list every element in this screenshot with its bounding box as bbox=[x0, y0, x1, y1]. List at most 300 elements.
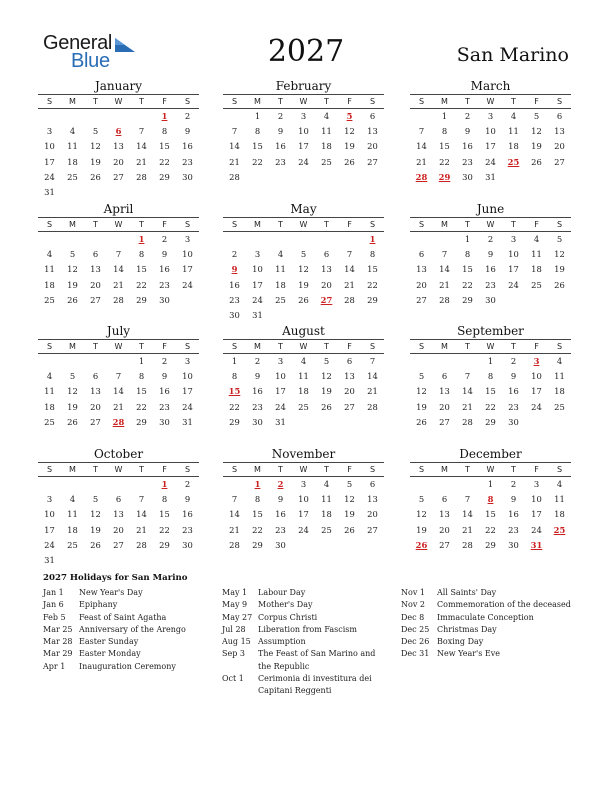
day-cell: 30 bbox=[159, 416, 170, 427]
holiday-date: May 1 bbox=[222, 588, 248, 597]
day-cell: 25 bbox=[531, 279, 542, 290]
day-cell: 6 bbox=[92, 249, 99, 260]
holiday-item bbox=[401, 648, 576, 660]
day-cell: 13 bbox=[113, 141, 124, 152]
day-cell: 13 bbox=[416, 264, 427, 275]
day-cell: 20 bbox=[90, 401, 101, 412]
holiday-date: Jan 6 bbox=[43, 600, 64, 610]
day-cell: 21 bbox=[367, 386, 378, 397]
weekday-label: T bbox=[93, 342, 98, 351]
day-cell: 31 bbox=[485, 171, 496, 182]
day-cell: 4 bbox=[323, 111, 330, 121]
day-cell: 8 bbox=[369, 249, 376, 260]
day-cell: 2 bbox=[277, 111, 284, 121]
month-title: February bbox=[275, 79, 332, 93]
day-cell: 6 bbox=[92, 371, 99, 382]
day-cell: 23 bbox=[182, 524, 193, 535]
weekday-label: S bbox=[231, 97, 238, 106]
day-cell: 15 bbox=[252, 509, 263, 520]
weekday-label: F bbox=[162, 97, 167, 106]
weekday-header bbox=[223, 94, 384, 109]
weekday-label: S bbox=[369, 342, 376, 351]
day-cell: 2 bbox=[184, 111, 191, 121]
day-cell: 10 bbox=[298, 126, 309, 137]
month-title: June bbox=[476, 202, 505, 216]
day-cell: 23 bbox=[275, 524, 286, 535]
holiday-date: Dec 26 bbox=[401, 637, 430, 647]
weekday-label: S bbox=[184, 465, 191, 474]
day-cell: 18 bbox=[275, 279, 286, 290]
month-title: December bbox=[459, 447, 522, 461]
week-row bbox=[223, 247, 384, 262]
holiday-day-cell: 6 bbox=[115, 126, 122, 137]
day-cell: 19 bbox=[67, 401, 78, 412]
day-cell bbox=[525, 415, 548, 430]
day-cell: 12 bbox=[416, 509, 427, 520]
day-cell: 23 bbox=[508, 401, 519, 412]
day-cell bbox=[84, 477, 107, 492]
day-cell bbox=[107, 232, 130, 247]
day-cell: 19 bbox=[344, 141, 355, 152]
day-cell: 27 bbox=[113, 539, 124, 550]
week-row bbox=[410, 492, 571, 507]
day-cell: 13 bbox=[113, 509, 124, 520]
day-cell bbox=[292, 415, 315, 430]
day-cell: 5 bbox=[69, 371, 76, 382]
week-row bbox=[410, 124, 571, 139]
week-row bbox=[223, 492, 384, 507]
day-cell: 4 bbox=[69, 126, 76, 137]
week-row bbox=[38, 109, 199, 124]
day-cell: 18 bbox=[554, 509, 565, 520]
day-cell: 7 bbox=[138, 126, 145, 137]
day-cell: 19 bbox=[416, 401, 427, 412]
day-cell: 14 bbox=[229, 141, 240, 152]
day-cell: 3 bbox=[254, 249, 261, 260]
week-row bbox=[38, 415, 199, 430]
day-cell: 10 bbox=[182, 249, 193, 260]
day-cell: 19 bbox=[554, 264, 565, 275]
day-cell: 9 bbox=[254, 371, 261, 382]
holiday-date: May 27 bbox=[222, 612, 253, 622]
holiday-name: Anniversary of the Arengo bbox=[79, 624, 186, 634]
month-october bbox=[38, 447, 199, 568]
day-cell: 15 bbox=[159, 509, 170, 520]
holiday-day-cell: 25 bbox=[507, 156, 520, 167]
day-cell: 13 bbox=[554, 126, 565, 137]
day-cell bbox=[315, 308, 338, 323]
weekday-header bbox=[223, 217, 384, 232]
day-cell bbox=[176, 293, 199, 308]
day-cell: 13 bbox=[90, 264, 101, 275]
day-cell: 4 bbox=[323, 479, 330, 489]
day-cell: 28 bbox=[439, 294, 450, 305]
day-cell: 18 bbox=[67, 524, 78, 535]
weekday-label: T bbox=[278, 465, 283, 474]
week-row bbox=[38, 384, 199, 399]
week-row bbox=[38, 232, 199, 247]
week-row bbox=[223, 308, 384, 323]
day-cell: 24 bbox=[182, 279, 193, 290]
day-cell: 22 bbox=[252, 156, 263, 167]
day-cell bbox=[548, 293, 571, 308]
day-cell: 12 bbox=[554, 249, 565, 260]
day-cell: 24 bbox=[44, 539, 55, 550]
month-april bbox=[38, 202, 199, 308]
week-row bbox=[410, 247, 571, 262]
weekday-label: S bbox=[556, 342, 563, 351]
day-cell: 24 bbox=[298, 524, 309, 535]
weekday-label: W bbox=[114, 465, 123, 474]
week-row bbox=[223, 507, 384, 522]
day-cell: 21 bbox=[113, 279, 124, 290]
day-cell: 21 bbox=[136, 156, 147, 167]
day-cell: 18 bbox=[531, 264, 542, 275]
weekday-label: T bbox=[93, 465, 98, 474]
day-cell bbox=[130, 477, 153, 492]
day-cell bbox=[84, 232, 107, 247]
day-cell bbox=[525, 293, 548, 308]
day-cell: 3 bbox=[184, 356, 191, 366]
weekday-label: F bbox=[534, 220, 539, 229]
week-row bbox=[410, 293, 571, 308]
day-cell bbox=[269, 232, 292, 247]
holiday-day-cell: 1 bbox=[254, 479, 261, 489]
weekday-label: F bbox=[534, 465, 539, 474]
holiday-date: Dec 31 bbox=[401, 649, 430, 659]
day-cell: 20 bbox=[367, 509, 378, 520]
day-cell: 27 bbox=[113, 171, 124, 182]
weekday-header bbox=[410, 462, 571, 477]
weekday-label: F bbox=[162, 465, 167, 474]
day-cell: 5 bbox=[300, 249, 307, 260]
day-cell: 11 bbox=[67, 141, 78, 152]
day-cell: 7 bbox=[464, 494, 471, 505]
weekday-label: T bbox=[511, 97, 516, 106]
holiday-item bbox=[401, 599, 576, 611]
holiday-item bbox=[222, 648, 390, 673]
day-cell bbox=[361, 538, 384, 553]
day-cell: 14 bbox=[229, 509, 240, 520]
day-cell: 27 bbox=[367, 156, 378, 167]
month-august bbox=[223, 324, 384, 430]
day-cell: 9 bbox=[464, 126, 471, 137]
month-title: October bbox=[93, 447, 144, 461]
holiday-column bbox=[222, 587, 390, 698]
weekday-label: T bbox=[465, 342, 470, 351]
day-cell: 31 bbox=[252, 309, 263, 320]
day-cell bbox=[61, 354, 84, 369]
day-cell bbox=[61, 185, 84, 200]
holiday-date: Dec 25 bbox=[401, 624, 430, 634]
day-cell: 9 bbox=[510, 494, 517, 505]
day-cell: 3 bbox=[510, 234, 517, 244]
weekday-label: T bbox=[324, 97, 329, 106]
day-cell: 28 bbox=[113, 294, 124, 305]
weekday-label: T bbox=[278, 220, 283, 229]
day-cell: 25 bbox=[67, 171, 78, 182]
day-cell: 11 bbox=[508, 126, 519, 137]
day-cell bbox=[246, 232, 269, 247]
day-cell: 26 bbox=[90, 539, 101, 550]
week-row bbox=[38, 247, 199, 262]
holiday-name: New Year's Day bbox=[79, 588, 143, 597]
holiday-item bbox=[222, 673, 390, 698]
holiday-name: Cerimonia di investitura dei Capitani Reggenti bbox=[258, 674, 372, 696]
holiday-day-cell: 1 bbox=[161, 111, 168, 121]
day-cell: 12 bbox=[344, 126, 355, 137]
weekday-label: T bbox=[139, 220, 144, 229]
day-cell bbox=[361, 415, 384, 430]
weekday-label: T bbox=[324, 342, 329, 351]
holiday-item bbox=[222, 587, 390, 599]
day-cell: 12 bbox=[67, 386, 78, 397]
weekday-label: W bbox=[486, 465, 495, 474]
day-cell: 4 bbox=[46, 371, 53, 382]
holiday-name: Commemoration of the deceased bbox=[437, 600, 571, 610]
day-cell bbox=[361, 308, 384, 323]
day-cell bbox=[338, 308, 361, 323]
day-cell: 28 bbox=[462, 416, 473, 427]
day-cell: 13 bbox=[439, 386, 450, 397]
day-cell: 10 bbox=[275, 371, 286, 382]
holiday-name: Assumption bbox=[258, 637, 306, 647]
day-cell: 7 bbox=[115, 249, 122, 260]
day-cell: 21 bbox=[229, 156, 240, 167]
day-cell: 15 bbox=[439, 141, 450, 152]
holiday-name: Feast of Saint Agatha bbox=[79, 612, 167, 622]
weekday-label: S bbox=[46, 342, 53, 351]
day-cell: 25 bbox=[298, 401, 309, 412]
day-cell: 29 bbox=[462, 294, 473, 305]
weekday-label: T bbox=[139, 97, 144, 106]
day-cell: 5 bbox=[92, 494, 99, 505]
day-cell: 26 bbox=[416, 416, 427, 427]
day-cell: 25 bbox=[67, 539, 78, 550]
week-row bbox=[38, 538, 199, 553]
day-cell: 1 bbox=[441, 111, 448, 121]
day-cell: 17 bbox=[298, 509, 309, 520]
day-cell: 3 bbox=[46, 126, 53, 137]
day-cell: 4 bbox=[69, 494, 76, 505]
day-cell: 28 bbox=[462, 539, 473, 550]
day-cell: 7 bbox=[231, 126, 238, 137]
holiday-date: Oct 1 bbox=[222, 674, 244, 684]
holiday-date: Jul 28 bbox=[222, 624, 246, 634]
day-cell: 15 bbox=[485, 509, 496, 520]
day-cell: 23 bbox=[508, 524, 519, 535]
day-cell: 11 bbox=[554, 371, 565, 382]
weekday-label: W bbox=[299, 97, 308, 106]
weekday-label: T bbox=[93, 220, 98, 229]
weekday-header bbox=[38, 462, 199, 477]
weekday-label: M bbox=[254, 220, 261, 229]
day-cell bbox=[410, 477, 433, 492]
day-cell: 19 bbox=[298, 279, 309, 290]
weekday-label: T bbox=[511, 220, 516, 229]
weekday-label: F bbox=[534, 97, 539, 106]
day-cell: 30 bbox=[508, 416, 519, 427]
week-row bbox=[223, 384, 384, 399]
day-cell bbox=[61, 232, 84, 247]
country-name: San Marino bbox=[456, 44, 569, 66]
day-cell bbox=[223, 477, 246, 492]
day-cell: 25 bbox=[554, 401, 565, 412]
day-cell: 25 bbox=[44, 416, 55, 427]
day-cell: 4 bbox=[46, 249, 53, 260]
holiday-item bbox=[401, 624, 576, 636]
month-june bbox=[410, 202, 571, 308]
day-cell: 25 bbox=[321, 524, 332, 535]
day-cell: 16 bbox=[252, 386, 263, 397]
weekday-label: W bbox=[299, 342, 308, 351]
month-march bbox=[410, 79, 571, 185]
day-cell bbox=[315, 538, 338, 553]
weekday-header bbox=[223, 462, 384, 477]
day-cell: 10 bbox=[252, 264, 263, 275]
day-cell bbox=[84, 354, 107, 369]
day-cell: 12 bbox=[90, 509, 101, 520]
day-cell bbox=[107, 109, 130, 124]
day-cell: 21 bbox=[462, 524, 473, 535]
day-cell: 24 bbox=[182, 401, 193, 412]
day-cell: 18 bbox=[321, 141, 332, 152]
day-cell: 23 bbox=[229, 294, 240, 305]
day-cell: 1 bbox=[138, 356, 145, 366]
day-cell: 21 bbox=[344, 279, 355, 290]
day-cell: 19 bbox=[321, 386, 332, 397]
day-cell: 25 bbox=[321, 156, 332, 167]
day-cell bbox=[433, 354, 456, 369]
week-row bbox=[410, 384, 571, 399]
holiday-item bbox=[43, 612, 213, 624]
day-cell: 26 bbox=[67, 416, 78, 427]
day-cell bbox=[338, 170, 361, 185]
week-row bbox=[223, 477, 384, 492]
day-cell: 29 bbox=[367, 294, 378, 305]
holiday-name: Easter Sunday bbox=[79, 637, 139, 647]
day-cell: 20 bbox=[90, 279, 101, 290]
day-cell bbox=[338, 232, 361, 247]
day-cell: 18 bbox=[44, 401, 55, 412]
day-cell: 5 bbox=[556, 234, 563, 244]
day-cell: 17 bbox=[182, 386, 193, 397]
week-row bbox=[38, 354, 199, 369]
weekday-label: S bbox=[369, 97, 376, 106]
holiday-item bbox=[401, 636, 576, 648]
day-cell: 26 bbox=[90, 171, 101, 182]
day-cell: 16 bbox=[485, 264, 496, 275]
day-cell: 27 bbox=[90, 294, 101, 305]
day-cell: 19 bbox=[416, 524, 427, 535]
day-cell: 15 bbox=[485, 386, 496, 397]
day-cell: 29 bbox=[136, 294, 147, 305]
week-row bbox=[38, 293, 199, 308]
weekday-label: M bbox=[441, 220, 448, 229]
holiday-date: Aug 15 bbox=[222, 637, 251, 647]
day-cell: 27 bbox=[344, 401, 355, 412]
day-cell: 6 bbox=[115, 494, 122, 505]
week-row bbox=[223, 278, 384, 293]
day-cell: 22 bbox=[439, 156, 450, 167]
week-row bbox=[38, 477, 199, 492]
day-cell: 14 bbox=[367, 371, 378, 382]
holiday-day-cell: 1 bbox=[161, 479, 168, 489]
day-cell: 11 bbox=[321, 494, 332, 505]
day-cell bbox=[410, 354, 433, 369]
day-cell: 12 bbox=[321, 371, 332, 382]
day-cell bbox=[38, 109, 61, 124]
day-cell bbox=[38, 354, 61, 369]
day-cell: 13 bbox=[439, 509, 450, 520]
day-cell: 1 bbox=[487, 356, 494, 366]
week-row bbox=[410, 139, 571, 154]
month-title: November bbox=[271, 447, 336, 461]
day-cell: 21 bbox=[113, 401, 124, 412]
weekday-label: S bbox=[184, 220, 191, 229]
day-cell: 12 bbox=[90, 141, 101, 152]
day-cell: 20 bbox=[113, 156, 124, 167]
day-cell: 20 bbox=[367, 141, 378, 152]
day-cell: 22 bbox=[229, 401, 240, 412]
holiday-date: Jan 1 bbox=[43, 588, 64, 597]
weekday-label: T bbox=[465, 97, 470, 106]
week-row bbox=[223, 523, 384, 538]
month-title: September bbox=[457, 324, 524, 338]
day-cell: 18 bbox=[508, 141, 519, 152]
day-cell: 6 bbox=[441, 371, 448, 382]
week-row bbox=[38, 155, 199, 170]
day-cell: 21 bbox=[439, 279, 450, 290]
day-cell: 5 bbox=[69, 249, 76, 260]
weekday-label: W bbox=[486, 97, 495, 106]
day-cell: 27 bbox=[439, 416, 450, 427]
month-title: March bbox=[470, 79, 511, 93]
day-cell: 15 bbox=[136, 386, 147, 397]
day-cell: 28 bbox=[136, 539, 147, 550]
weekday-label: S bbox=[46, 465, 53, 474]
day-cell: 19 bbox=[531, 141, 542, 152]
day-cell: 23 bbox=[182, 156, 193, 167]
day-cell: 14 bbox=[113, 264, 124, 275]
day-cell: 28 bbox=[136, 171, 147, 182]
day-cell bbox=[107, 354, 130, 369]
day-cell bbox=[502, 170, 525, 185]
day-cell bbox=[176, 553, 199, 568]
day-cell bbox=[315, 232, 338, 247]
day-cell: 23 bbox=[252, 401, 263, 412]
day-cell: 26 bbox=[298, 294, 309, 305]
week-row bbox=[410, 354, 571, 369]
week-row bbox=[410, 507, 571, 522]
day-cell: 24 bbox=[298, 156, 309, 167]
day-cell: 22 bbox=[136, 401, 147, 412]
week-row bbox=[410, 278, 571, 293]
weekday-label: M bbox=[254, 465, 261, 474]
week-row bbox=[223, 155, 384, 170]
day-cell: 16 bbox=[159, 264, 170, 275]
day-cell: 9 bbox=[487, 249, 494, 260]
day-cell: 10 bbox=[298, 494, 309, 505]
day-cell: 14 bbox=[439, 264, 450, 275]
weekday-header bbox=[410, 94, 571, 109]
day-cell: 11 bbox=[554, 494, 565, 505]
day-cell: 18 bbox=[554, 386, 565, 397]
week-row bbox=[223, 232, 384, 247]
day-cell: 14 bbox=[136, 141, 147, 152]
weekday-label: S bbox=[184, 342, 191, 351]
day-cell: 24 bbox=[508, 279, 519, 290]
